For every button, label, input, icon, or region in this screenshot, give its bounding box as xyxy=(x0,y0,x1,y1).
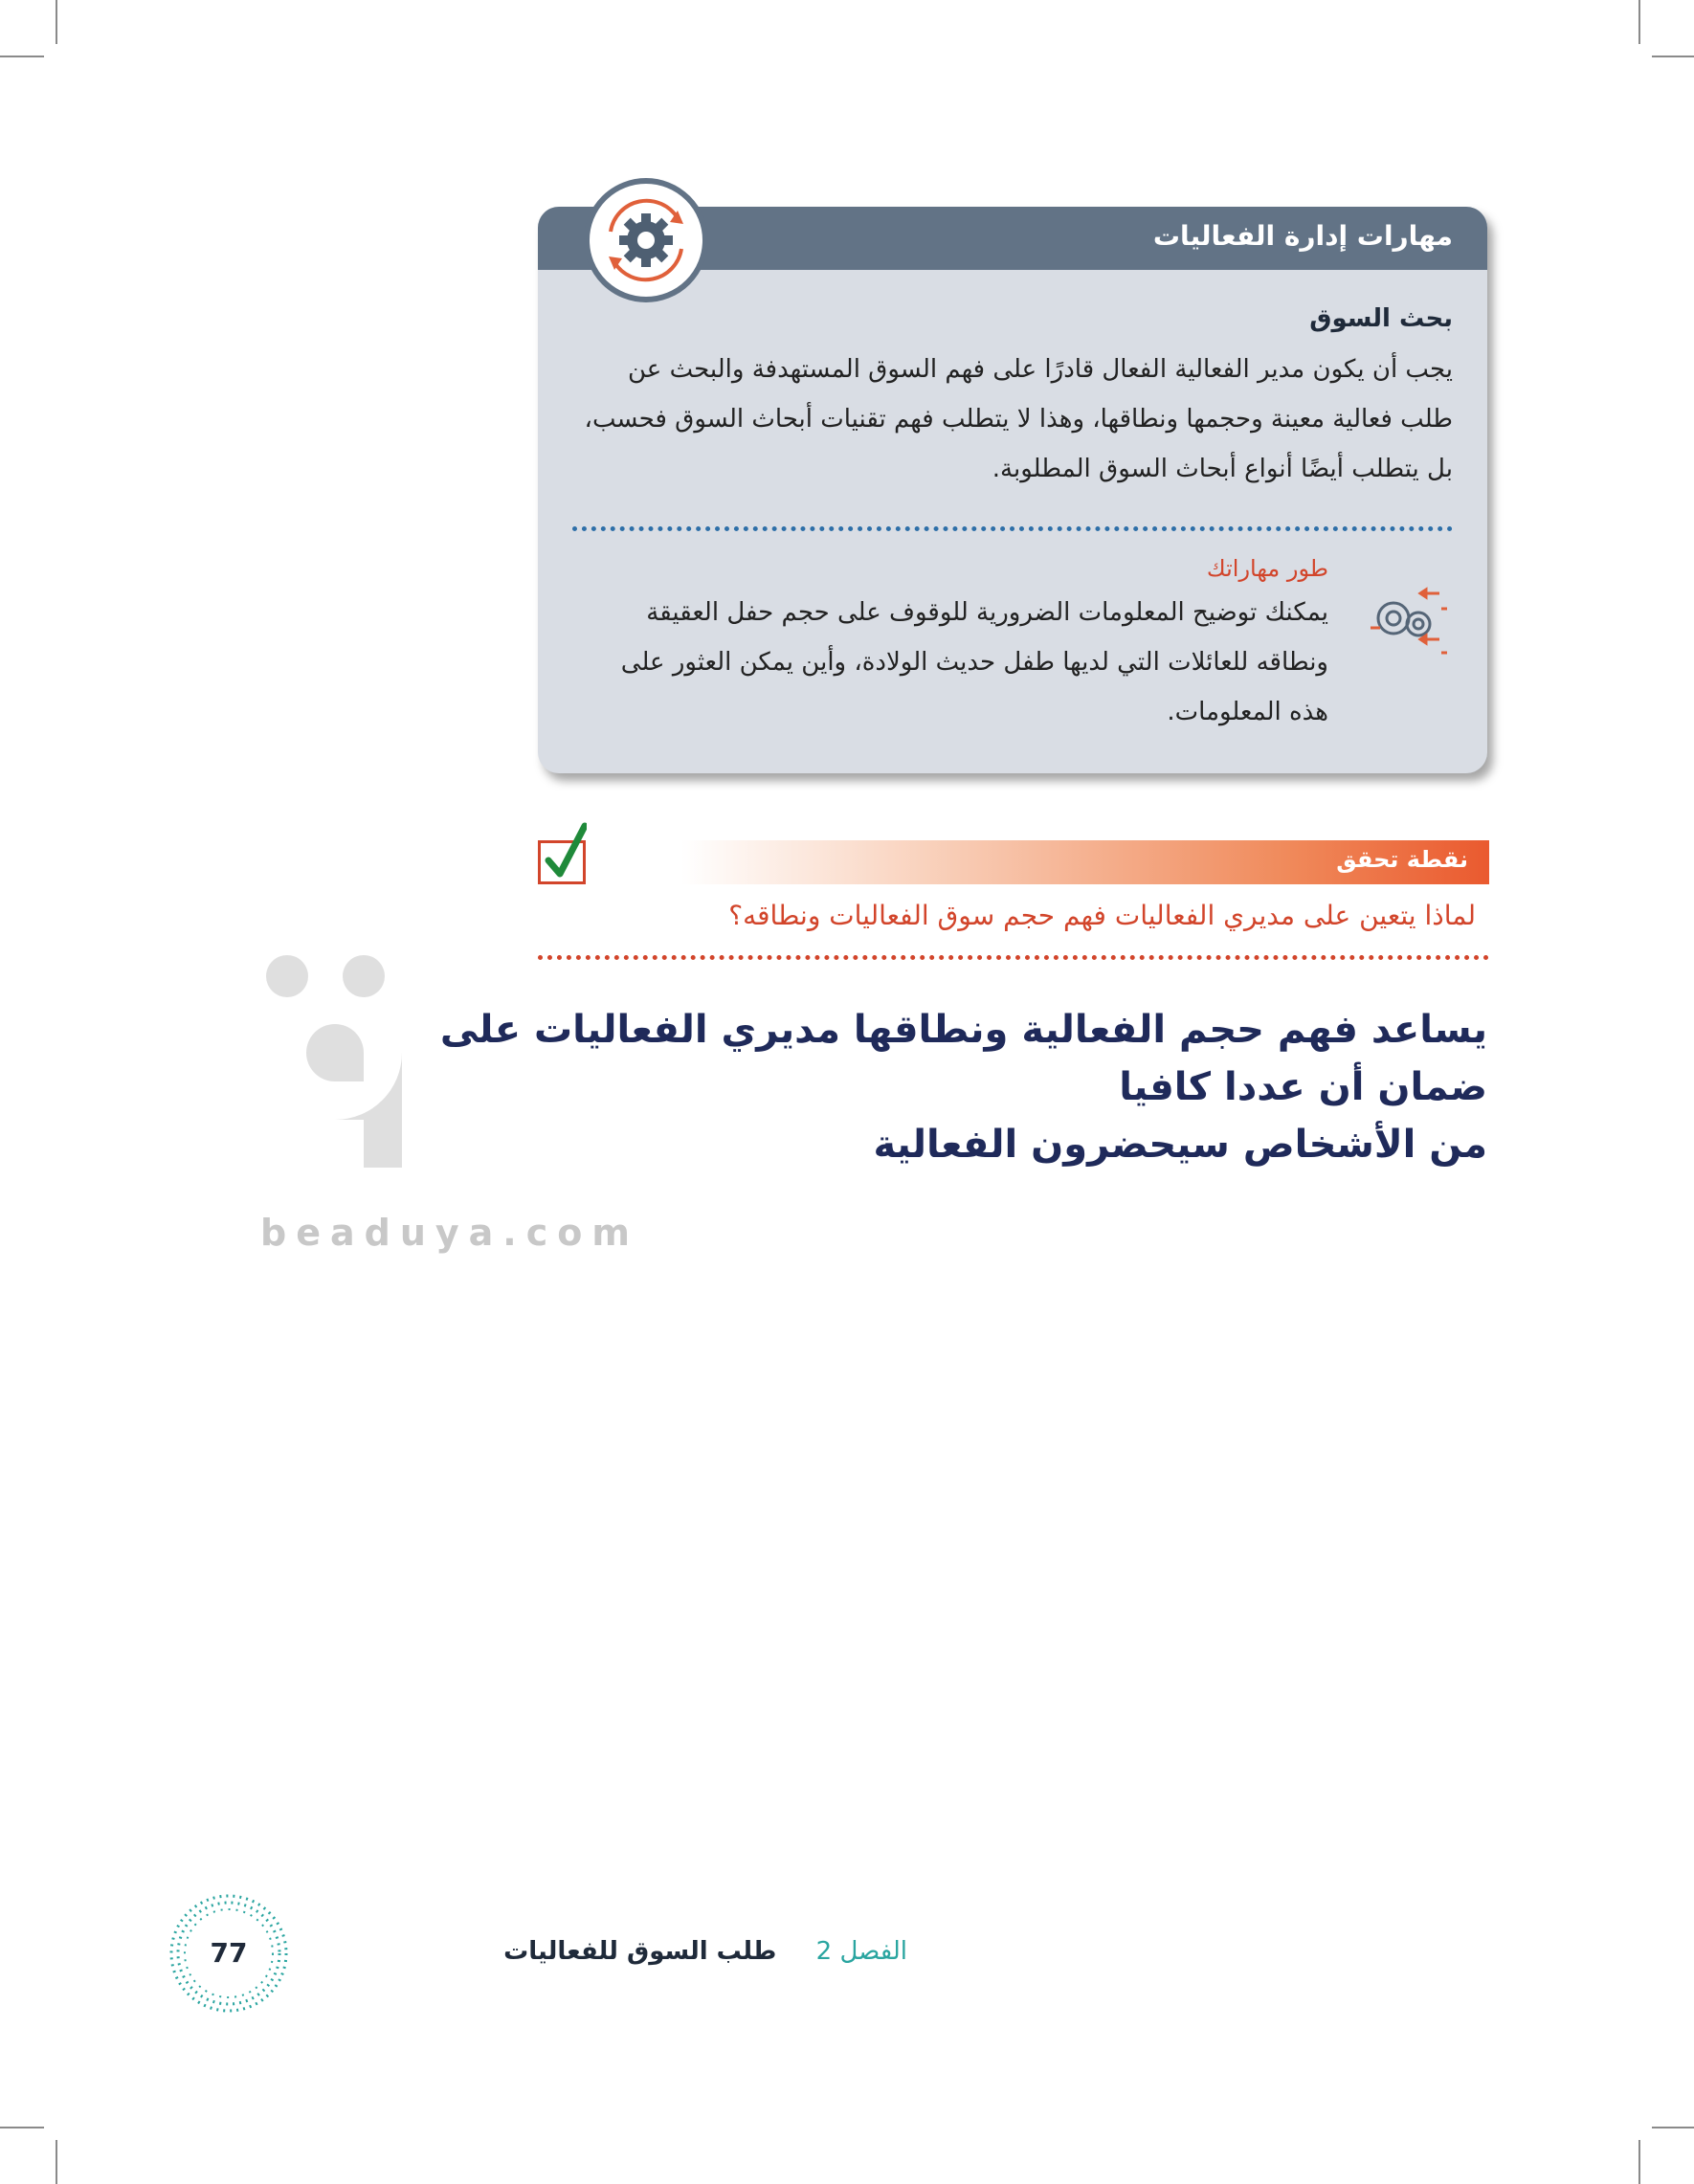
checkpoint-question: لماذا يتعين على مديري الفعاليات فهم حجم سوق الفعاليات ونطاقه؟ xyxy=(728,900,1476,931)
gear-cycle-icon xyxy=(584,178,708,302)
card-title: مهارات إدارة الفعاليات xyxy=(1152,220,1453,252)
answer-text xyxy=(339,1001,1487,1173)
paragraph-line: بل يتطلب أيضًا أنواع أبحاث السوق المطلوبة. xyxy=(992,455,1453,483)
crop-mark xyxy=(0,2127,44,2128)
chapter-label: الفصل 2 xyxy=(815,1937,907,1966)
paragraph-line: يجب أن يكون مدير الفعالية الفعال قادرًا على فهم السوق المستهدفة والبحث عن xyxy=(628,355,1453,384)
gears-arrows-icon xyxy=(1357,570,1453,666)
skills-card xyxy=(538,207,1487,773)
chapter-title: طلب السوق للفعاليات xyxy=(503,1937,777,1966)
checkmark-icon xyxy=(538,840,586,884)
crop-mark xyxy=(1652,56,1694,57)
checkpoint-bar xyxy=(681,840,1489,884)
section-title: بحث السوق xyxy=(1309,304,1453,333)
develop-line: هذه المعلومات. xyxy=(1167,698,1328,726)
crop-mark xyxy=(1652,2127,1694,2128)
watermark-text: beaduya.com xyxy=(260,1212,639,1254)
crop-mark xyxy=(1638,0,1640,44)
crop-mark xyxy=(0,56,44,57)
develop-line: يمكنك توضيح المعلومات الضرورية للوقوف على حجم حفل العقيقة xyxy=(646,598,1328,627)
answer-line: يساعد فهم حجم الفعالية ونطاقها مديري الفعاليات على ضمان أن عددا كافيا xyxy=(439,1008,1487,1109)
crop-mark xyxy=(56,2140,57,2184)
develop-paragraph xyxy=(572,588,1328,737)
develop-skills-title: طور مهاراتك xyxy=(1206,555,1328,582)
paragraph-line: طلب فعالية معينة وحجمها ونطاقها، وهذا لا يتطلب فهم تقنيات أبحاث السوق فحسب، xyxy=(584,405,1453,434)
dotted-divider xyxy=(538,955,1489,960)
page-number-badge xyxy=(167,1891,291,2016)
checkpoint-label: نقطة تحقق xyxy=(1336,846,1468,873)
develop-line: ونطاقه للعائلات التي لديها طفل حديث الولادة، وأين يمكن العثور على xyxy=(620,648,1328,677)
dotted-divider xyxy=(572,526,1453,531)
chapter-footer xyxy=(503,1937,907,1966)
crop-mark xyxy=(1638,2140,1640,2184)
page-number: 77 xyxy=(210,1937,248,1969)
crop-mark xyxy=(56,0,57,44)
answer-line: من الأشخاص سيحضرون الفعالية xyxy=(873,1123,1487,1167)
